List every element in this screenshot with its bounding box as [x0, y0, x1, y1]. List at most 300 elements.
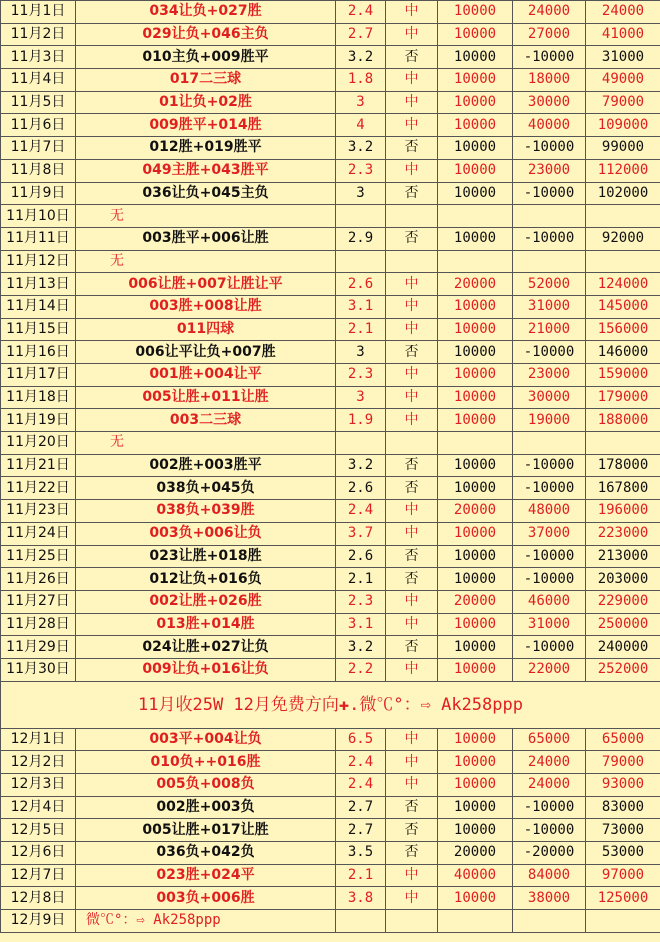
pick-cell: 001胜+004让平	[76, 364, 336, 387]
balance-cell	[586, 910, 660, 933]
pick-cell: 005负+008负	[76, 774, 336, 797]
odds-cell: 2.6	[336, 477, 386, 500]
return-cell: 24000	[513, 774, 586, 797]
date-cell: 11月25日	[1, 545, 76, 568]
result-cell: 否	[386, 545, 438, 568]
table-row	[1, 114, 660, 137]
balance-cell: 93000	[586, 774, 660, 797]
result-cell: 中	[386, 91, 438, 114]
stake-cell: 10000	[438, 159, 513, 182]
result-cell: 中	[386, 751, 438, 774]
stake-cell: 10000	[438, 545, 513, 568]
pick-cell: 003平+004让负	[76, 728, 336, 751]
result-cell: 中	[386, 69, 438, 92]
pick-cell: 049主胜+043胜平	[76, 159, 336, 182]
stake-cell: 10000	[438, 636, 513, 659]
stake-cell: 10000	[438, 477, 513, 500]
pick-cell: 无	[76, 432, 336, 455]
balance-cell: 73000	[586, 819, 660, 842]
return-cell: -10000	[513, 454, 586, 477]
stake-cell: 10000	[438, 454, 513, 477]
return-cell: 37000	[513, 522, 586, 545]
date-cell: 11月3日	[1, 46, 76, 69]
return-cell: -10000	[513, 341, 586, 364]
result-cell: 否	[386, 341, 438, 364]
table-row	[1, 69, 660, 92]
return-cell: 40000	[513, 114, 586, 137]
pick-cell: 003胜+008让胜	[76, 295, 336, 318]
date-cell: 12月9日	[1, 910, 76, 933]
result-cell: 中	[386, 386, 438, 409]
date-cell: 11月8日	[1, 159, 76, 182]
return-cell: -10000	[513, 819, 586, 842]
pick-cell: 005让胜+017让胜	[76, 819, 336, 842]
stake-cell: 10000	[438, 728, 513, 751]
pick-cell: 017二三球	[76, 69, 336, 92]
stake-cell	[438, 205, 513, 228]
november-rows	[1, 1, 660, 682]
result-cell: 否	[386, 477, 438, 500]
odds-cell: 2.3	[336, 159, 386, 182]
stake-cell: 10000	[438, 91, 513, 114]
odds-cell	[336, 250, 386, 273]
table-row	[1, 1, 660, 24]
result-cell: 中	[386, 728, 438, 751]
result-cell	[386, 432, 438, 455]
return-cell: 18000	[513, 69, 586, 92]
result-cell: 否	[386, 568, 438, 591]
result-cell: 中	[386, 500, 438, 523]
return-cell: 46000	[513, 590, 586, 613]
pick-cell: 009胜平+014胜	[76, 114, 336, 137]
table-row	[1, 318, 660, 341]
stake-cell: 10000	[438, 1, 513, 24]
odds-cell: 3.2	[336, 46, 386, 69]
odds-cell: 3.2	[336, 636, 386, 659]
result-cell: 中	[386, 774, 438, 797]
table-row	[1, 774, 660, 797]
table-row	[1, 454, 660, 477]
table-row	[1, 182, 660, 205]
return-cell: 31000	[513, 613, 586, 636]
date-cell: 11月14日	[1, 295, 76, 318]
result-cell: 中	[386, 318, 438, 341]
return-cell: -10000	[513, 137, 586, 160]
stake-cell: 10000	[438, 658, 513, 681]
odds-cell: 3	[336, 182, 386, 205]
table-row	[1, 796, 660, 819]
return-cell: 19000	[513, 409, 586, 432]
odds-cell: 2.3	[336, 364, 386, 387]
stake-cell: 40000	[438, 864, 513, 887]
date-cell: 11月30日	[1, 658, 76, 681]
result-cell: 中	[386, 864, 438, 887]
return-cell: 38000	[513, 887, 586, 910]
return-cell: 24000	[513, 751, 586, 774]
balance-cell: 31000	[586, 46, 660, 69]
pick-cell: 024让胜+027让负	[76, 636, 336, 659]
pick-cell: 006让胜+007让胜让平	[76, 273, 336, 296]
table-row	[1, 432, 660, 455]
return-cell: -10000	[513, 477, 586, 500]
stake-cell: 20000	[438, 590, 513, 613]
balance-cell: 92000	[586, 227, 660, 250]
odds-cell: 2.6	[336, 545, 386, 568]
stake-cell: 10000	[438, 23, 513, 46]
stake-cell: 10000	[438, 613, 513, 636]
odds-cell: 2.1	[336, 864, 386, 887]
odds-cell: 4	[336, 114, 386, 137]
date-cell: 11月21日	[1, 454, 76, 477]
result-cell	[386, 250, 438, 273]
pick-cell: 003二三球	[76, 409, 336, 432]
balance-cell: 124000	[586, 273, 660, 296]
return-cell: 31000	[513, 295, 586, 318]
stake-cell: 20000	[438, 842, 513, 865]
odds-cell: 3.7	[336, 522, 386, 545]
return-cell: 27000	[513, 23, 586, 46]
stake-cell: 10000	[438, 182, 513, 205]
pick-cell: 011四球	[76, 318, 336, 341]
odds-cell: 3.8	[336, 887, 386, 910]
stake-cell: 10000	[438, 46, 513, 69]
date-cell: 11月23日	[1, 500, 76, 523]
result-cell: 否	[386, 182, 438, 205]
return-cell: -10000	[513, 636, 586, 659]
contact-note: 微℃°：⇨ Ak258ppp	[76, 910, 336, 933]
table-row	[1, 477, 660, 500]
odds-cell: 2.1	[336, 568, 386, 591]
balance-cell: 79000	[586, 91, 660, 114]
stake-cell: 10000	[438, 318, 513, 341]
result-cell: 否	[386, 819, 438, 842]
result-cell: 中	[386, 364, 438, 387]
date-cell: 11月13日	[1, 273, 76, 296]
date-cell: 12月2日	[1, 751, 76, 774]
date-cell: 11月28日	[1, 613, 76, 636]
odds-cell: 6.5	[336, 728, 386, 751]
stake-cell: 10000	[438, 796, 513, 819]
balance-cell	[586, 432, 660, 455]
return-cell: 65000	[513, 728, 586, 751]
date-cell: 11月1日	[1, 1, 76, 24]
result-cell: 中	[386, 273, 438, 296]
balance-cell: 159000	[586, 364, 660, 387]
pick-cell: 010负++016胜	[76, 751, 336, 774]
stake-cell: 20000	[438, 273, 513, 296]
balance-cell: 53000	[586, 842, 660, 865]
table-row	[1, 500, 660, 523]
return-cell: 23000	[513, 364, 586, 387]
odds-cell: 2.7	[336, 819, 386, 842]
date-cell: 11月5日	[1, 91, 76, 114]
return-cell: 24000	[513, 1, 586, 24]
result-cell: 中	[386, 887, 438, 910]
stake-cell: 10000	[438, 295, 513, 318]
balance-cell: 125000	[586, 887, 660, 910]
odds-cell: 2.6	[336, 273, 386, 296]
table-row	[1, 91, 660, 114]
date-cell: 12月4日	[1, 796, 76, 819]
balance-cell: 213000	[586, 545, 660, 568]
table-row	[1, 613, 660, 636]
table-row	[1, 568, 660, 591]
table-row	[1, 636, 660, 659]
odds-cell: 3.2	[336, 137, 386, 160]
pick-cell: 029让负+046主负	[76, 23, 336, 46]
table-row	[1, 23, 660, 46]
pick-cell: 01让负+02胜	[76, 91, 336, 114]
balance-cell: 112000	[586, 159, 660, 182]
table-row	[1, 522, 660, 545]
return-cell: 30000	[513, 386, 586, 409]
date-cell: 12月1日	[1, 728, 76, 751]
pick-cell: 038负+045负	[76, 477, 336, 500]
date-cell: 11月4日	[1, 69, 76, 92]
date-cell: 11月9日	[1, 182, 76, 205]
return-cell: 52000	[513, 273, 586, 296]
odds-cell: 3.2	[336, 454, 386, 477]
date-cell: 11月22日	[1, 477, 76, 500]
table-row	[1, 205, 660, 228]
balance-cell: 97000	[586, 864, 660, 887]
return-cell	[513, 250, 586, 273]
balance-cell: 99000	[586, 137, 660, 160]
stake-cell: 10000	[438, 386, 513, 409]
result-cell: 中	[386, 159, 438, 182]
pick-cell: 002胜+003负	[76, 796, 336, 819]
date-cell: 12月6日	[1, 842, 76, 865]
result-cell: 中	[386, 590, 438, 613]
result-cell: 中	[386, 114, 438, 137]
pick-cell: 012胜+019胜平	[76, 137, 336, 160]
balance-cell: 79000	[586, 751, 660, 774]
pick-cell: 036负+042负	[76, 842, 336, 865]
result-cell: 中	[386, 522, 438, 545]
balance-cell: 83000	[586, 796, 660, 819]
return-cell: -10000	[513, 568, 586, 591]
balance-cell	[586, 250, 660, 273]
balance-cell: 250000	[586, 613, 660, 636]
table-row	[1, 386, 660, 409]
balance-cell: 223000	[586, 522, 660, 545]
pick-cell: 023胜+024平	[76, 864, 336, 887]
pick-cell: 023让胜+018胜	[76, 545, 336, 568]
table-row	[1, 910, 660, 933]
odds-cell: 1.8	[336, 69, 386, 92]
odds-cell: 3	[336, 341, 386, 364]
table-row	[1, 273, 660, 296]
stake-cell: 10000	[438, 819, 513, 842]
balance-cell: 229000	[586, 590, 660, 613]
odds-cell	[336, 205, 386, 228]
date-cell: 12月7日	[1, 864, 76, 887]
pick-cell: 013胜+014胜	[76, 613, 336, 636]
date-cell: 11月11日	[1, 227, 76, 250]
odds-cell: 3	[336, 91, 386, 114]
stake-cell: 10000	[438, 137, 513, 160]
return-cell: -10000	[513, 545, 586, 568]
date-cell: 12月3日	[1, 774, 76, 797]
odds-cell	[336, 432, 386, 455]
odds-cell: 2.4	[336, 500, 386, 523]
return-cell	[513, 205, 586, 228]
balance-cell: 156000	[586, 318, 660, 341]
return-cell: -20000	[513, 842, 586, 865]
pick-cell: 034让负+027胜	[76, 1, 336, 24]
table-row	[1, 545, 660, 568]
result-cell: 否	[386, 796, 438, 819]
result-cell: 中	[386, 1, 438, 24]
result-cell	[386, 205, 438, 228]
pick-cell: 002让胜+026胜	[76, 590, 336, 613]
date-cell: 11月17日	[1, 364, 76, 387]
table-row	[1, 250, 660, 273]
pick-cell: 002胜+003胜平	[76, 454, 336, 477]
return-cell: -10000	[513, 46, 586, 69]
odds-cell: 2.4	[336, 751, 386, 774]
date-cell: 11月19日	[1, 409, 76, 432]
result-cell: 中	[386, 295, 438, 318]
balance-cell: 178000	[586, 454, 660, 477]
pick-cell: 038负+039胜	[76, 500, 336, 523]
date-cell: 11月6日	[1, 114, 76, 137]
stake-cell: 10000	[438, 751, 513, 774]
odds-cell: 1.9	[336, 409, 386, 432]
balance-cell: 179000	[586, 386, 660, 409]
stake-cell: 10000	[438, 522, 513, 545]
date-cell: 11月29日	[1, 636, 76, 659]
result-cell: 否	[386, 454, 438, 477]
return-cell	[513, 910, 586, 933]
balance-cell	[586, 205, 660, 228]
stake-cell	[438, 910, 513, 933]
result-cell: 中	[386, 23, 438, 46]
banner-text: 11月收25W 12月免费方向	[138, 694, 339, 715]
banner-contact: .微℃°：⇨ Ak258ppp	[349, 694, 523, 715]
return-cell: 21000	[513, 318, 586, 341]
stake-cell	[438, 250, 513, 273]
return-cell: 30000	[513, 91, 586, 114]
pick-cell: 003负+006让负	[76, 522, 336, 545]
banner-cell	[1, 681, 660, 728]
pick-cell: 009让负+016让负	[76, 658, 336, 681]
date-cell: 11月15日	[1, 318, 76, 341]
pick-cell: 无	[76, 250, 336, 273]
odds-cell: 2.1	[336, 318, 386, 341]
balance-cell: 188000	[586, 409, 660, 432]
stake-cell: 10000	[438, 774, 513, 797]
table-row	[1, 409, 660, 432]
date-cell: 11月18日	[1, 386, 76, 409]
table-row	[1, 341, 660, 364]
table-row	[1, 887, 660, 910]
balance-cell: 252000	[586, 658, 660, 681]
balance-cell: 49000	[586, 69, 660, 92]
return-cell: -10000	[513, 182, 586, 205]
result-cell: 否	[386, 227, 438, 250]
stake-cell: 10000	[438, 887, 513, 910]
table-row	[1, 751, 660, 774]
pick-cell: 012让负+016负	[76, 568, 336, 591]
return-cell: 84000	[513, 864, 586, 887]
balance-cell: 109000	[586, 114, 660, 137]
last-section	[1, 910, 660, 933]
return-cell: -10000	[513, 796, 586, 819]
result-cell	[386, 910, 438, 933]
table-row	[1, 137, 660, 160]
pick-cell: 006让平让负+007胜	[76, 341, 336, 364]
odds-cell: 3.5	[336, 842, 386, 865]
result-cell: 中	[386, 613, 438, 636]
balance-cell: 145000	[586, 295, 660, 318]
balance-cell: 41000	[586, 23, 660, 46]
stake-cell: 10000	[438, 341, 513, 364]
date-cell: 12月8日	[1, 887, 76, 910]
result-cell: 否	[386, 842, 438, 865]
table-row	[1, 728, 660, 751]
balance-cell: 203000	[586, 568, 660, 591]
pick-cell: 010主负+009胜平	[76, 46, 336, 69]
odds-cell: 2.7	[336, 23, 386, 46]
table-row	[1, 819, 660, 842]
stake-cell: 10000	[438, 364, 513, 387]
date-cell: 11月27日	[1, 590, 76, 613]
december-rows	[1, 728, 660, 910]
date-cell: 11月20日	[1, 432, 76, 455]
date-cell: 11月16日	[1, 341, 76, 364]
odds-cell: 2.7	[336, 796, 386, 819]
balance-cell: 146000	[586, 341, 660, 364]
result-cell: 否	[386, 137, 438, 160]
odds-cell: 3.1	[336, 613, 386, 636]
banner-section	[1, 681, 660, 728]
table-row	[1, 46, 660, 69]
date-cell: 12月5日	[1, 819, 76, 842]
pick-cell: 036让负+045主负	[76, 182, 336, 205]
pick-cell: 003胜平+006让胜	[76, 227, 336, 250]
result-cell: 否	[386, 636, 438, 659]
date-cell: 11月12日	[1, 250, 76, 273]
result-cell: 中	[386, 409, 438, 432]
balance-cell: 102000	[586, 182, 660, 205]
table-row	[1, 590, 660, 613]
table-row	[1, 658, 660, 681]
pick-cell: 005让胜+011让胜	[76, 386, 336, 409]
odds-cell: 2.4	[336, 774, 386, 797]
table-row	[1, 159, 660, 182]
stake-cell: 10000	[438, 409, 513, 432]
cross-icon: ✚	[338, 694, 350, 715]
odds-cell: 3	[336, 386, 386, 409]
table-row	[1, 364, 660, 387]
odds-cell: 2.9	[336, 227, 386, 250]
return-cell	[513, 432, 586, 455]
odds-cell: 2.4	[336, 1, 386, 24]
date-cell: 11月24日	[1, 522, 76, 545]
banner-row	[1, 681, 660, 728]
pick-cell: 003负+006胜	[76, 887, 336, 910]
return-cell: 23000	[513, 159, 586, 182]
balance-cell: 167800	[586, 477, 660, 500]
table-row	[1, 295, 660, 318]
table-row	[1, 842, 660, 865]
stake-cell: 10000	[438, 568, 513, 591]
odds-cell	[336, 910, 386, 933]
balance-cell: 24000	[586, 1, 660, 24]
balance-cell: 240000	[586, 636, 660, 659]
date-cell: 11月10日	[1, 205, 76, 228]
